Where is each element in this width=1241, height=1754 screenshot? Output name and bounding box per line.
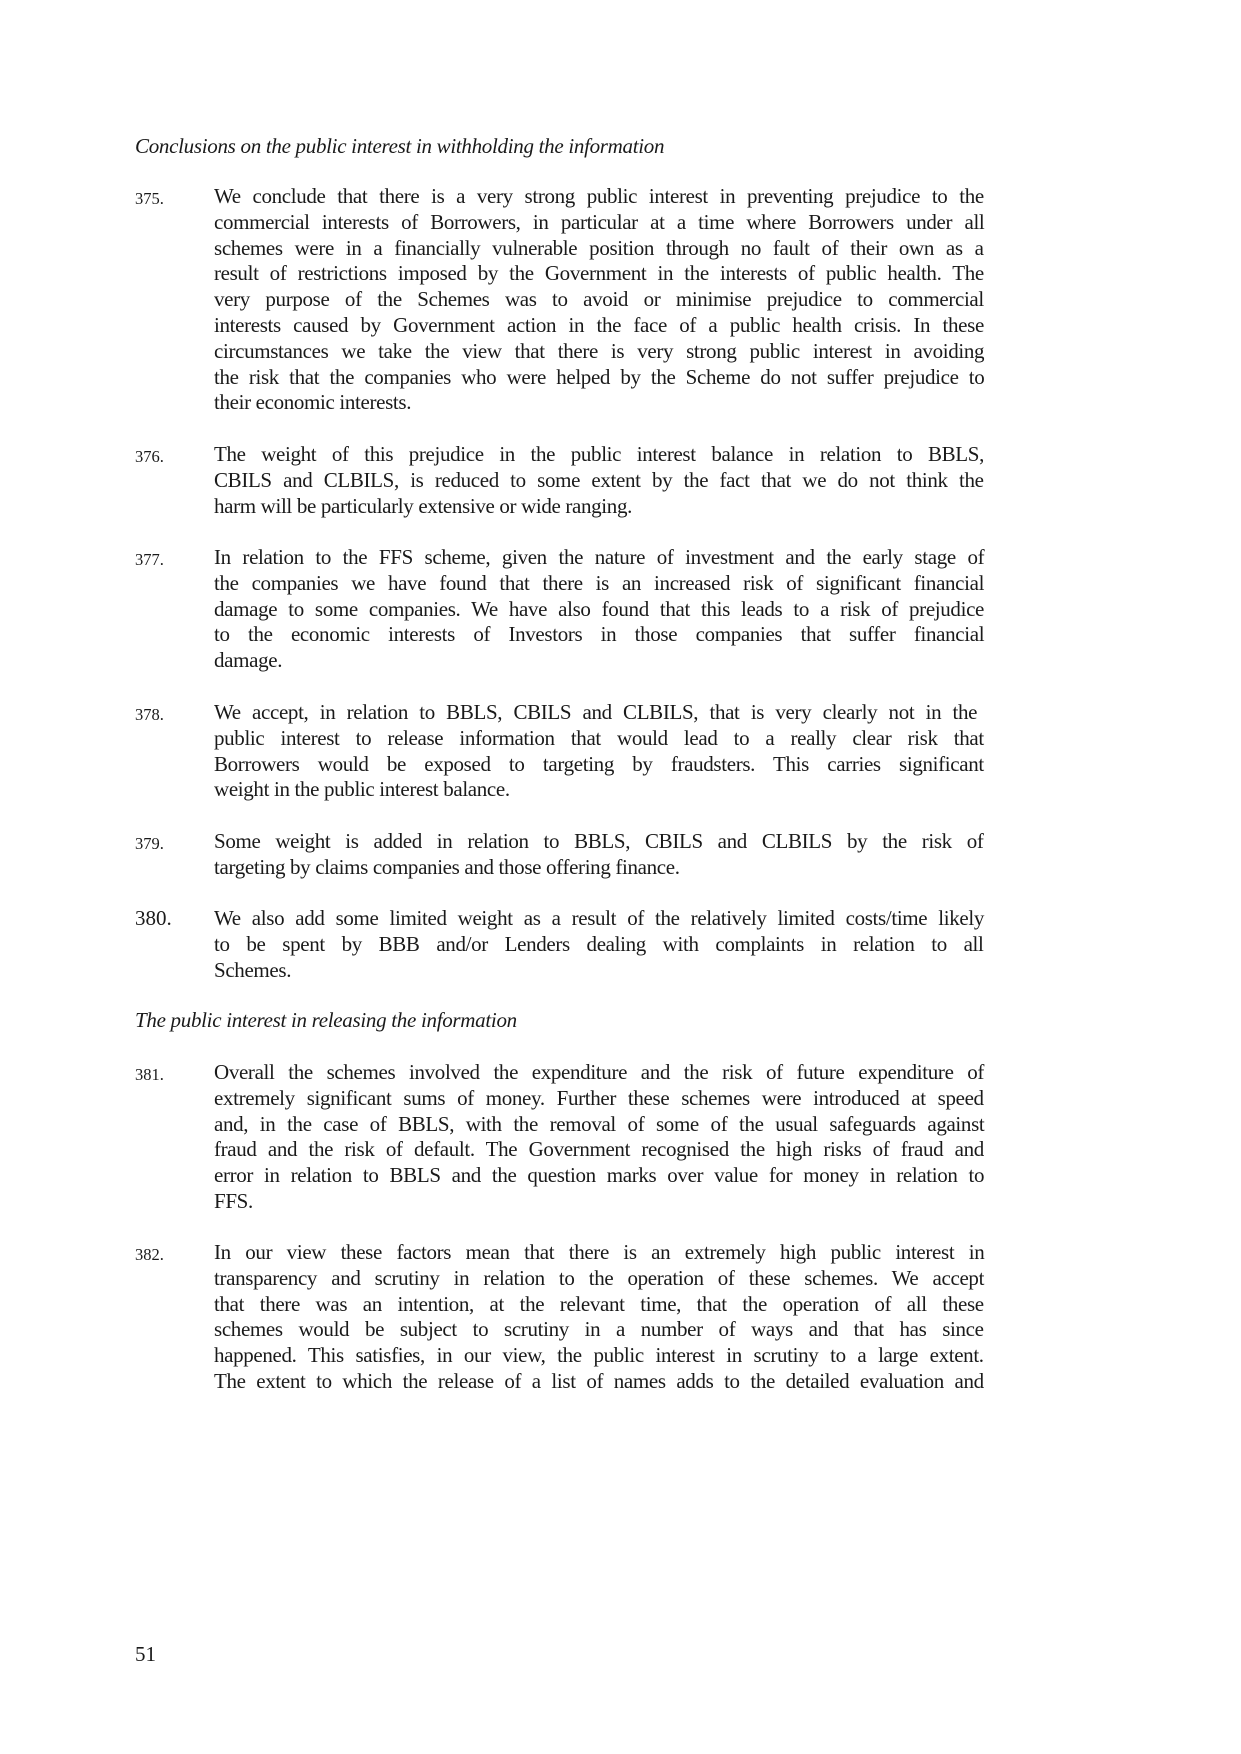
text-line: to be spent by BBB and/or Lenders dealing with complaints in relation to all: [214, 931, 984, 956]
text-line: extremely significant sums of money. Further these schemes were introduced at speed: [214, 1085, 984, 1110]
text-line: We accept, in relation to BBLS, CBILS and CLBILS, that is very clearly not in the: [214, 700, 978, 724]
paragraph-body: [214, 906, 984, 983]
text-line: We also add some limited weight as a result of the relatively limited costs/time likely: [214, 906, 985, 930]
text-line: transparency and scrutiny in relation to the operation of these schemes. We accept: [214, 1265, 985, 1290]
paragraph-number: 377.: [135, 550, 164, 569]
text-line: Schemes.: [214, 957, 292, 982]
paragraph-body: [214, 829, 984, 881]
text-line: to the economic interests of Investors in those companies that suffer financial: [214, 622, 985, 647]
paragraph-number: 381.: [135, 1065, 164, 1084]
text-line: result of restrictions imposed by the Government in the interests of public health. The: [214, 261, 984, 286]
text-line: schemes would be subject to scrutiny in a number of ways and that has since: [214, 1317, 984, 1342]
text-line: circumstances we take the view that there is very strong public interest in avoiding: [214, 338, 985, 363]
page-number: 51: [135, 1642, 156, 1666]
text-line: commercial interests of Borrowers, in particular at a time where Borrowers under all: [214, 209, 985, 234]
text-line: the risk that the companies who were helped by the Scheme do not suffer prejudice to: [214, 364, 985, 389]
text-line: targeting by claims companies and those offering finance.: [214, 854, 680, 879]
text-line: FFS.: [214, 1188, 253, 1213]
text-line: very purpose of the Schemes was to avoid or minimise prejudice to commercial: [214, 287, 984, 312]
text-line: In relation to the FFS scheme, given the nature of investment and the early stage of: [214, 545, 985, 569]
paragraph-body: [214, 442, 984, 519]
paragraph-body: [214, 184, 984, 416]
section-heading-withholding: Conclusions on the public interest in withholding the information: [135, 134, 665, 158]
text-line: damage.: [214, 648, 283, 673]
paragraph-number: 376.: [135, 447, 164, 466]
paragraph-number: 375.: [135, 189, 164, 208]
paragraph-body: [214, 1240, 984, 1395]
text-line: In our view these factors mean that there is an extremely high public interest in: [214, 1240, 985, 1264]
paragraph-body: [214, 700, 984, 803]
text-line: error in relation to BBLS and the question marks over value for money in relation to: [214, 1163, 985, 1188]
text-line: We conclude that there is a very strong public interest in preventing prejudice to the: [214, 184, 984, 208]
text-line: damage to some companies. We have also found that this leads to a risk of prejudice: [214, 596, 985, 621]
text-line: public interest to release information that would lead to a really clear risk that: [214, 725, 984, 750]
text-line: schemes were in a financially vulnerable position through no fault of their own as a: [214, 235, 984, 260]
text-line: CBILS and CLBILS, is reduced to some extent by the fact that we do not think the: [214, 467, 984, 492]
text-line: Overall the schemes involved the expenditure and the risk of future expenditure of: [214, 1060, 985, 1084]
text-line: interests caused by Government action in the face of a public health crisis. In these: [214, 312, 984, 337]
paragraph-body: [214, 545, 984, 674]
paragraph-number: 378.: [135, 705, 164, 724]
paragraph-number: 382.: [135, 1245, 164, 1264]
text-line: happened. This satisfies, in our view, the public interest in scrutiny to a large extent.: [214, 1343, 984, 1368]
text-line: Some weight is added in relation to BBLS, CBILS and CLBILS by the risk of: [214, 829, 984, 853]
text-line: The weight of this prejudice in the public interest balance in relation to BBLS,: [214, 442, 984, 466]
text-line: Borrowers would be exposed to targeting by fraudsters. This carries significant: [214, 751, 984, 776]
text-line: and, in the case of BBLS, with the removal of some of the usual safeguards against: [214, 1111, 985, 1136]
text-line: harm will be particularly extensive or wide ranging.: [214, 493, 632, 518]
text-line: fraud and the risk of default. The Government recognised the high risks of fraud and: [214, 1137, 984, 1162]
paragraph-body: [214, 1060, 984, 1215]
text-line: their economic interests.: [214, 390, 412, 415]
paragraph-number: 380.: [135, 906, 172, 930]
text-line: weight in the public interest balance.: [214, 777, 510, 802]
text-line: The extent to which the release of a list of names adds to the detailed evaluation and: [214, 1368, 984, 1393]
text-line: the companies we have found that there is an increased risk of significant financial: [214, 570, 985, 595]
paragraph-number: 379.: [135, 834, 164, 853]
section-heading-releasing: The public interest in releasing the information: [135, 1008, 517, 1032]
text-line: that there was an intention, at the relevant time, that the operation of all these: [214, 1291, 984, 1316]
